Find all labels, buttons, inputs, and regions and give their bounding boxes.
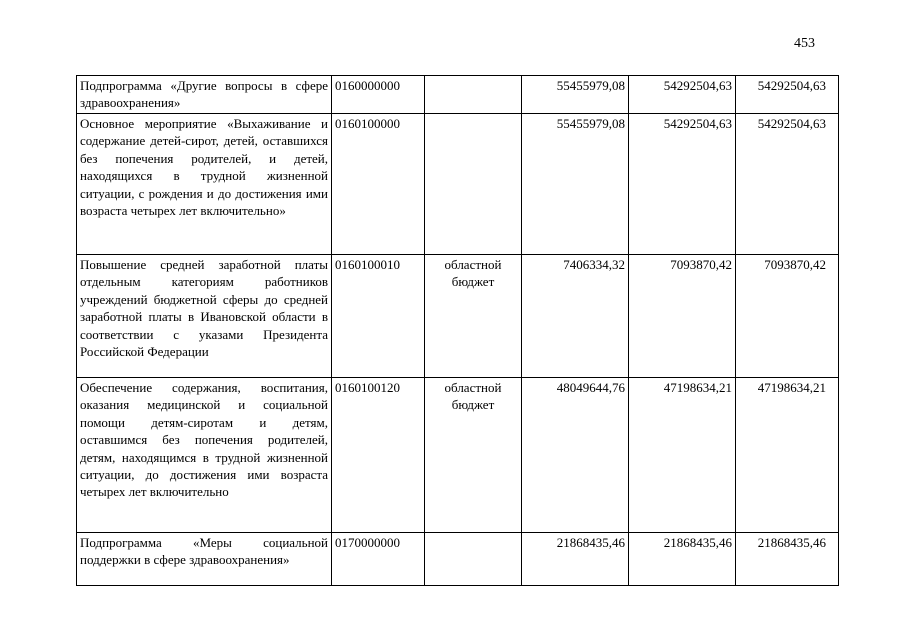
table-row (77, 378, 839, 533)
row-code: 0160100120 (332, 378, 425, 533)
row-code: 0160100010 (332, 255, 425, 378)
row-funding-source (425, 533, 522, 586)
table-row (77, 255, 839, 378)
page-number: 453 (794, 36, 815, 51)
row-amount-2: 54292504,63 (629, 76, 736, 114)
row-amount-1: 48049644,76 (522, 378, 629, 533)
row-funding-source: областной бюджет (425, 255, 522, 378)
row-code: 0160000000 (332, 76, 425, 114)
row-amount-3: 54292504,63 (736, 76, 839, 114)
row-amount-1: 7406334,32 (522, 255, 629, 378)
row-code: 0160100000 (332, 114, 425, 255)
row-name: Основное мероприятие «Выхаживание и содержание детей-сирот, детей, оставшихся без попечения родителей, и детей, находящихся в трудной жизненной ситуации, с рождения и до достижения ими возраста четырех лет включительно» (77, 114, 332, 255)
table-row (77, 114, 839, 255)
row-funding-source (425, 114, 522, 255)
row-code: 0170000000 (332, 533, 425, 586)
row-name: Обеспечение содержания, воспитания, оказания медицинской и социальной помощи детям-сиротам и детям, оставшимся без попечения родителей, детям, находящимся в трудной жизненной ситуации, до достижения ими возраста четырех лет включительно (77, 378, 332, 533)
row-amount-3: 47198634,21 (736, 378, 839, 533)
table-row (77, 76, 839, 114)
row-name: Подпрограмма «Другие вопросы в сфере здравоохранения» (77, 76, 332, 114)
table-row (77, 533, 839, 586)
row-funding-source (425, 76, 522, 114)
row-funding-source: областной бюджет (425, 378, 522, 533)
row-name: Повышение средней заработной платы отдельным категориям работников учреждений бюджетной сферы до средней заработной платы в Ивановской области в соответствии с указами Президента Российской Федерации (77, 255, 332, 378)
row-amount-2: 21868435,46 (629, 533, 736, 586)
row-amount-1: 21868435,46 (522, 533, 629, 586)
row-amount-1: 55455979,08 (522, 76, 629, 114)
row-amount-3: 21868435,46 (736, 533, 839, 586)
row-amount-2: 7093870,42 (629, 255, 736, 378)
row-amount-3: 7093870,42 (736, 255, 839, 378)
row-amount-1: 55455979,08 (522, 114, 629, 255)
budget-table (76, 75, 839, 586)
row-amount-3: 54292504,63 (736, 114, 839, 255)
row-amount-2: 47198634,21 (629, 378, 736, 533)
row-name: Подпрограмма «Меры социальной поддержки в сфере здравоохранения» (77, 533, 332, 586)
row-amount-2: 54292504,63 (629, 114, 736, 255)
